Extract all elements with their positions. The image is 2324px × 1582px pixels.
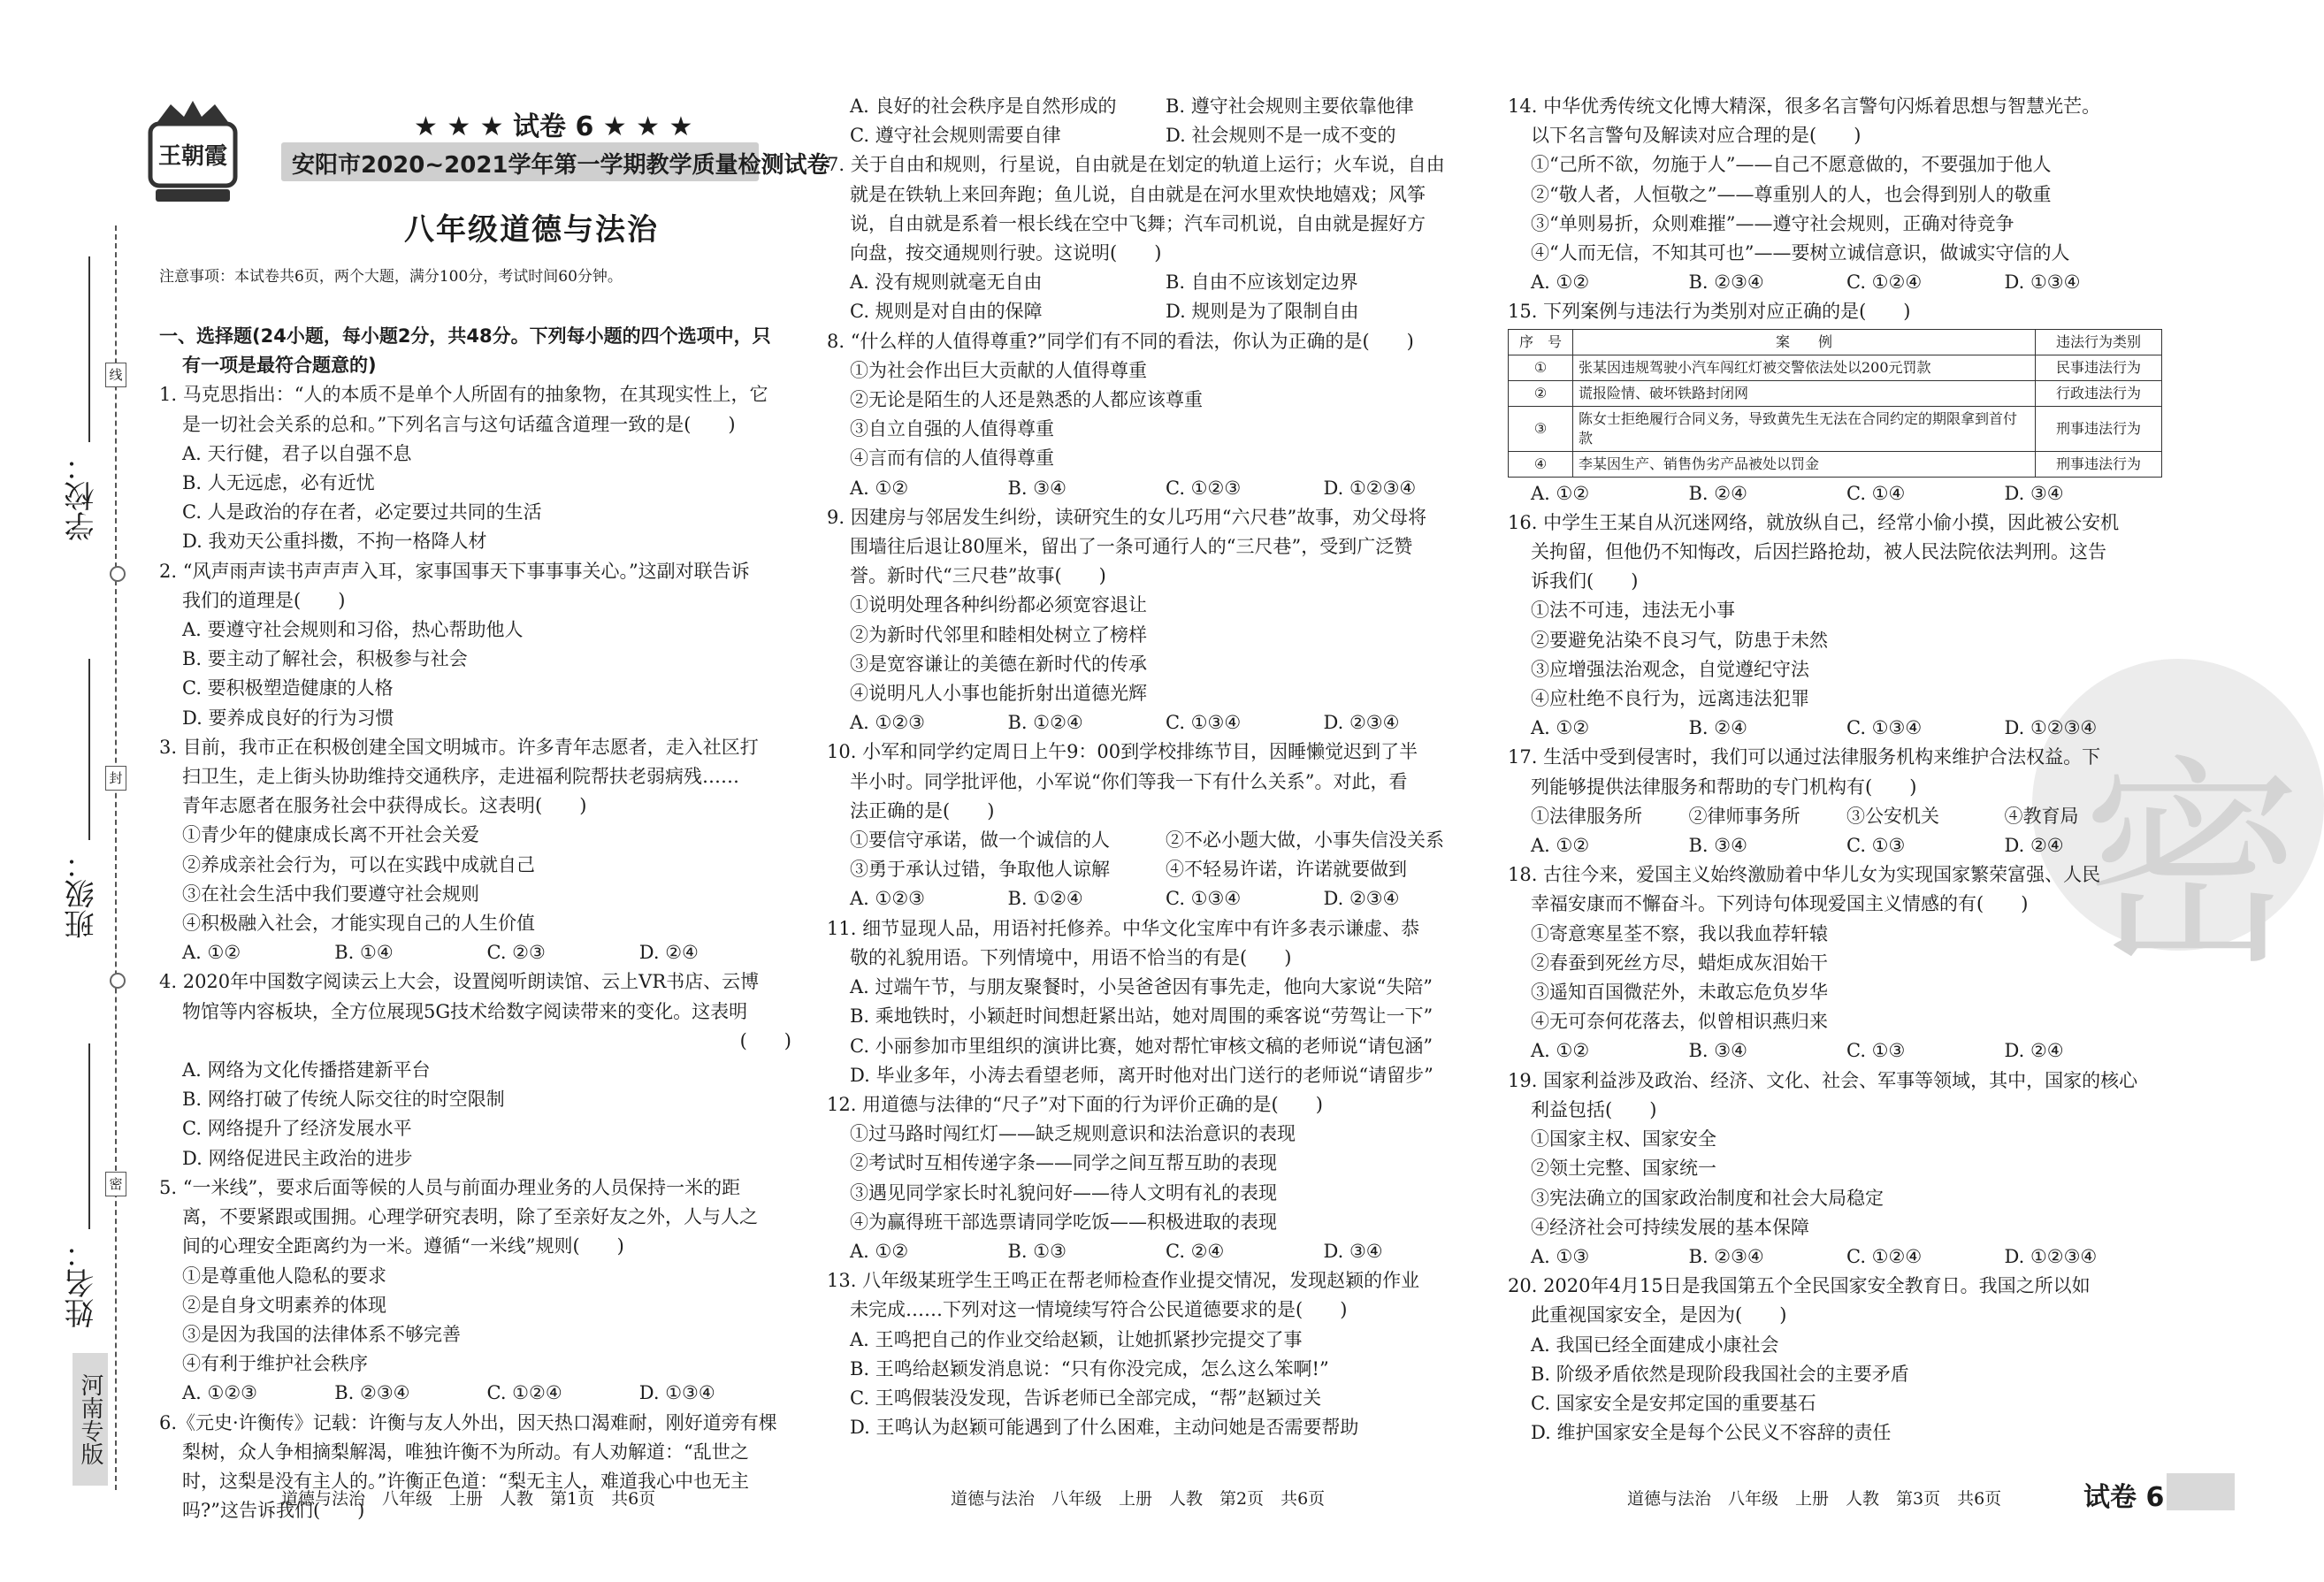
text-line: A. 过端午节，与朋友聚餐时，小吴爸爸因有事先走，他向大家说“失陪” bbox=[850, 976, 1433, 998]
answer-option[interactable]: B. ②④ bbox=[1688, 482, 1747, 504]
question-stem: 19. 国家利益涉及政治、经济、文化、社会、军事等领域，其中，国家的核心 bbox=[1508, 1069, 2138, 1091]
question-stem: 17. 生活中受到侵害时，我们可以通过法律服务机构来维护合法权益。下 bbox=[1508, 746, 2101, 768]
text-line: C. 要积极塑造健康的人格 bbox=[182, 677, 394, 699]
case-table bbox=[1508, 329, 2162, 478]
publisher-logo bbox=[140, 97, 246, 212]
answer-option[interactable]: A. ①② bbox=[1531, 482, 1590, 504]
school-field[interactable] bbox=[88, 256, 90, 442]
text-line: ③是宽容谦让的美德在新时代的传承 bbox=[850, 653, 1147, 675]
answer-option[interactable]: D. ①②③④ bbox=[2004, 1245, 2098, 1267]
text-line: ③遥知百国微茫外，未敢忘危负岁华 bbox=[1531, 982, 1828, 1004]
answer-option[interactable]: B. ②③④ bbox=[1688, 1245, 1764, 1267]
text-line: 扫卫生，走上街头协助维持交通秩序，走进福利院帮扶老弱病残…… bbox=[182, 766, 739, 788]
text-line: ④积极融入社会，才能实现自己的人生价值 bbox=[182, 913, 535, 935]
answer-option[interactable]: B. ①③ bbox=[1007, 1240, 1066, 1262]
text-line: ③自立自强的人值得尊重 bbox=[850, 418, 1054, 440]
text-line: B. 人无远虑，必有近忧 bbox=[182, 472, 375, 494]
answer-option[interactable]: D. 社会规则不是一成不变的 bbox=[1166, 125, 1396, 147]
text-line: A. 网络为文化传播搭建新平台 bbox=[182, 1059, 431, 1081]
column-page-2 bbox=[827, 92, 1481, 1442]
text-line: 间的心理安全距离约为一米。遵循“一米线”规则( ) bbox=[182, 1235, 624, 1257]
text-line: C. 国家安全是安邦定国的重要基石 bbox=[1531, 1392, 1816, 1414]
binding-hole bbox=[110, 973, 126, 989]
answer-option[interactable]: D. ②④ bbox=[638, 942, 699, 964]
text-line: ②养成亲社会行为，可以在实践中成就自己 bbox=[182, 853, 535, 875]
answer-option[interactable]: A. ①②③ bbox=[850, 712, 925, 734]
text-line: D. 毕业多年，小涛去看望老师，离开时他对出门送行的老师说“请留步” bbox=[850, 1064, 1433, 1086]
table-header-row bbox=[1509, 329, 2162, 355]
answer-option[interactable]: D. ①②③④ bbox=[1323, 477, 1417, 499]
answer-option[interactable]: B. ③④ bbox=[1688, 1040, 1747, 1062]
answer-option[interactable]: B. ③④ bbox=[1688, 835, 1747, 857]
answer-option[interactable]: C. ①③④ bbox=[1166, 712, 1242, 734]
text-line: ①青少年的健康成长离不开社会关爱 bbox=[182, 824, 479, 846]
question-stem: 11. 细节显现人品，用语衬托修养。中华文化宝库中有许多表示谦虚、恭 bbox=[827, 917, 1420, 939]
class-label: 班级： bbox=[65, 849, 100, 939]
answer-option[interactable]: A. ①② bbox=[182, 942, 241, 964]
text-line: ①说明处理各种纠纷都必须宽容退让 bbox=[850, 594, 1147, 616]
binding-hole bbox=[110, 566, 126, 582]
page-footer-2: 道德与法治 八年级 上册 人教 第2页 共6页 bbox=[951, 1489, 1326, 1509]
school-label: 学校： bbox=[65, 451, 100, 541]
text-line: ③在社会生活中我们要遵守社会规则 bbox=[182, 883, 479, 905]
answer-options bbox=[827, 92, 1481, 121]
answer-option[interactable]: B. ①④ bbox=[334, 942, 394, 964]
text-line: ③遇见同学家长时礼貌问好——待人文明有礼的表现 bbox=[850, 1181, 1277, 1204]
answer-options bbox=[159, 938, 791, 967]
table-header: 违法行为类别 bbox=[2036, 329, 2162, 355]
text-line: ①国家主权、国家安全 bbox=[1531, 1128, 1716, 1150]
text-line: 未完成……下列对这一情境续写符合公民道德要求的是( ) bbox=[850, 1299, 1348, 1321]
text-line: ①法不可违，违法无小事 bbox=[1531, 600, 1735, 622]
answer-option[interactable]: B. ②③④ bbox=[1688, 271, 1764, 294]
text-line: ④“人而无信，不知其可也”——要树立诚信意识，做诚实守信的人 bbox=[1531, 242, 2070, 264]
table-cell: 陈女士拒绝履行合同义务，导致黄先生无法在合同约定的期限拿到首付款 bbox=[1573, 406, 2036, 451]
page-footer-3: 道德与法治 八年级 上册 人教 第3页 共6页 bbox=[1627, 1489, 2002, 1509]
answer-option[interactable]: ④教育局 bbox=[2004, 805, 2079, 827]
text-line: A. 天行健，君子以自强不息 bbox=[182, 442, 412, 464]
answer-option[interactable]: C. ①③ bbox=[1846, 835, 1906, 857]
text-line: 梨树，众人争相摘梨解渴，唯独许衡不为所动。有人劝解道：“乱世之 bbox=[182, 1441, 749, 1463]
answer-option[interactable]: C. ①②④ bbox=[1846, 1245, 1923, 1267]
answer-options bbox=[1508, 479, 2162, 508]
text-line: ②无论是陌生的人还是熟悉的人都应该尊重 bbox=[850, 389, 1203, 411]
question-stem: 15. 下列案例与违法行为类别对应正确的是( ) bbox=[1508, 301, 1911, 323]
table-row bbox=[1509, 406, 2162, 451]
answer-option[interactable]: C. ②③ bbox=[486, 942, 546, 964]
question-stem: 6.《元史·许衡传》记载：许衡与友人外出，因天热口渴难耐，刚好道旁有棵 bbox=[159, 1411, 777, 1433]
question-stem: 8. “什么样的人值得尊重?”同学们有不同的看法，你认为正确的是( ) bbox=[827, 330, 1414, 352]
section-heading: 有一项是最符合题意的) bbox=[182, 355, 377, 377]
table-cell: 行政违法行为 bbox=[2036, 380, 2162, 406]
text-line: 关拘留，但他仍不知悔改，后因拦路抢劫，被人民法院依法判刑。这告 bbox=[1531, 541, 2106, 563]
text-line: ②考试时互相传递字条——同学之间互帮互助的表现 bbox=[850, 1152, 1277, 1174]
text-line: 青年志愿者在服务社会中获得成长。这表明( ) bbox=[182, 795, 587, 817]
text-line: ②“敬人者，人恒敬之”——尊重别人的人，也会得到别人的敬重 bbox=[1531, 183, 2052, 205]
text-line: 此重视国家安全，是因为( ) bbox=[1531, 1304, 1787, 1326]
text-line: ①过马路时闯红灯——缺乏规则意识和法治意识的表现 bbox=[850, 1123, 1296, 1145]
question-stem: 3. 目前，我市正在积极创建全国文明城市。许多青年志愿者，走入社区打 bbox=[159, 736, 759, 758]
badge-bar bbox=[2167, 1473, 2235, 1510]
text-line: A. 要遵守社会规则和习俗，热心帮助他人 bbox=[182, 619, 524, 641]
question-stem: 2. “风声雨声读书声声声入耳，家事国事天下事事事关心。”这副对联告诉 bbox=[159, 560, 750, 582]
answer-option[interactable]: A. ①② bbox=[1531, 835, 1590, 857]
name-field[interactable] bbox=[88, 1043, 90, 1229]
answer-options bbox=[827, 474, 1481, 503]
question-stem: 10. 小军和同学约定周日上午9：00到学校排练节目，因睡懒觉迟到了半 bbox=[827, 741, 1418, 763]
question-stem: 20. 2020年4月15日是我国第五个全民国家安全教育日。我国之所以如 bbox=[1508, 1275, 2091, 1297]
text-line: ②为新时代邻里和睦相处树立了榜样 bbox=[850, 623, 1147, 646]
text-line: 以下名言警句及解读对应合理的是( ) bbox=[1531, 125, 1861, 147]
text-line: ①是尊重他人隐私的要求 bbox=[182, 1265, 386, 1287]
page-footer-1: 道德与法治 八年级 上册 人教 第1页 共6页 bbox=[281, 1489, 656, 1509]
table-row bbox=[1509, 451, 2162, 477]
table-header: 案 例 bbox=[1573, 329, 2036, 355]
table-row bbox=[1509, 380, 2162, 406]
text-line: 就是在铁轨上来回奔跑；鱼儿说，自由就是在河水里欢快地嬉戏；风筝 bbox=[850, 183, 1426, 205]
question-stem: 7. 关于自由和规则，行星说，自由就是在划定的轨道上运行；火车说，自由 bbox=[827, 154, 1445, 176]
table-row bbox=[1509, 355, 2162, 380]
question-stem: 12. 用道德与法律的“尺子”对下面的行为评价正确的是( ) bbox=[827, 1093, 1323, 1115]
answer-option[interactable]: A. ①③ bbox=[1531, 1245, 1590, 1267]
column-page-3 bbox=[1508, 92, 2162, 1448]
answer-option[interactable]: D. ②④ bbox=[2004, 1040, 2064, 1062]
answer-option[interactable]: C. ①③④ bbox=[1166, 888, 1242, 910]
text-line: C. 人是政治的存在者，必定要过共同的生活 bbox=[182, 501, 542, 524]
text-line: 诉我们( ) bbox=[1531, 570, 1639, 592]
text-line: ④有利于维护社会秩序 bbox=[182, 1353, 368, 1375]
answer-option[interactable]: A. ①②③ bbox=[182, 1382, 257, 1404]
text-line: C. 王鸣假装没发现，告诉老师已全部完成，“帮”赵颖过关 bbox=[850, 1387, 1322, 1409]
paper-series: ★ ★ ★ 试卷 6 ★ ★ ★ bbox=[414, 111, 693, 142]
text-line: 围墙往后退让80厘米，留出了一条可通行人的“三尺巷”，受到广泛赞 bbox=[850, 536, 1413, 558]
column-page-1 bbox=[159, 322, 791, 1525]
table-cell: 谎报险情、破坏铁路封闭网 bbox=[1573, 380, 2036, 406]
answer-options bbox=[1508, 831, 2162, 860]
text-line: B. 网络打破了传统人际交往的时空限制 bbox=[182, 1089, 505, 1111]
subject-title: 八年级道德与法治 bbox=[404, 212, 659, 248]
table-cell: 刑事违法行为 bbox=[2036, 451, 2162, 477]
text-line: ③应增强法治观念，自觉遵纪守法 bbox=[1531, 658, 1809, 680]
text-line: C. 网络提升了经济发展水平 bbox=[182, 1118, 412, 1140]
text-line: B. 要主动了解社会，积极参与社会 bbox=[182, 648, 468, 670]
table-cell: ① bbox=[1509, 355, 1573, 380]
answer-options bbox=[827, 855, 1481, 884]
table-cell: ② bbox=[1509, 380, 1573, 406]
table-cell: 刑事违法行为 bbox=[2036, 406, 2162, 451]
answer-option[interactable]: D. 规则是为了限制自由 bbox=[1166, 301, 1359, 323]
text-line: 敬的礼貌用语。下列情境中，用语不恰当的有是( ) bbox=[850, 946, 1292, 968]
answer-option[interactable]: B. ③④ bbox=[1007, 477, 1066, 499]
secret-stamp: 密 bbox=[2032, 659, 2324, 951]
answer-options bbox=[1508, 268, 2162, 297]
answer-option[interactable]: C. ①③ bbox=[1846, 1040, 1906, 1062]
table-cell: 民事违法行为 bbox=[2036, 355, 2162, 380]
answer-option[interactable]: C. ①③④ bbox=[1846, 717, 1923, 739]
answer-option[interactable]: ②律师事务所 bbox=[1688, 805, 1800, 827]
text-line: ③是因为我国的法律体系不够完善 bbox=[182, 1323, 461, 1345]
text-line: 时，这梨是没有主人的。”许衡正色道：“梨无主人，难道我心中也无主 bbox=[182, 1470, 749, 1492]
answer-option[interactable]: B. 遵守社会规则主要依靠他律 bbox=[1166, 96, 1414, 117]
text-line: ( ) bbox=[739, 1029, 791, 1051]
text-line: 幸福安康而不懈奋斗。下列诗句体现爱国主义情感的有( ) bbox=[1531, 893, 2029, 915]
text-line: 利益包括( ) bbox=[1531, 1098, 1657, 1120]
answer-option[interactable]: A. ①②③ bbox=[850, 888, 925, 910]
text-line: ①为社会作出巨大贡献的人值得尊重 bbox=[850, 359, 1147, 381]
text-line: ④言而有信的人值得尊重 bbox=[850, 447, 1054, 470]
cut-line bbox=[115, 225, 117, 1490]
text-line: A. 王鸣把自己的作业交给赵颖，让她抓紧抄完提交了事 bbox=[850, 1328, 1303, 1350]
answer-option[interactable]: D. ①③④ bbox=[2004, 271, 2081, 294]
answer-options bbox=[827, 1237, 1481, 1266]
answer-option[interactable]: C. ①②④ bbox=[1846, 271, 1923, 294]
question-stem: 4. 2020年中国数字阅读云上大会，设置阅听朗读馆、云上VR书店、云博 bbox=[159, 971, 760, 993]
section-heading: 一、选择题(24小题，每小题2分，共48分。下列每小题的四个选项中，只 bbox=[159, 325, 771, 347]
answer-option[interactable]: C. ①②③ bbox=[1166, 477, 1242, 499]
answer-option[interactable]: A. ①② bbox=[850, 1240, 909, 1262]
text-line: 说，自由就是系着一根长线在空中飞舞；汽车司机说，自由就是握好方 bbox=[850, 212, 1426, 234]
table-cell: 张某因违规驾驶小汽车闯红灯被交警依法处以200元罚款 bbox=[1573, 355, 2036, 380]
text-line: ③宪法确立的国家政治制度和社会大局稳定 bbox=[1531, 1187, 1884, 1209]
table-header: 序 号 bbox=[1509, 329, 1573, 355]
answer-options bbox=[827, 121, 1481, 150]
text-line: A. 我国已经全面建成小康社会 bbox=[1531, 1334, 1779, 1356]
text-line: B. 乘地铁时，小颖赶时间想赶紧出站，她对周围的乘客说“劳驾让一下” bbox=[850, 1005, 1433, 1028]
answer-option[interactable]: C. ①④ bbox=[1846, 482, 1906, 504]
text-line: ④说明凡人小事也能折射出道德光辉 bbox=[850, 683, 1147, 705]
answer-option[interactable]: A. 没有规则就毫无自由 bbox=[850, 271, 1043, 294]
text-line: D. 网络促进民主政治的进步 bbox=[182, 1147, 413, 1169]
answer-option[interactable]: B. ①②④ bbox=[1007, 712, 1083, 734]
answer-option[interactable]: A. ①② bbox=[850, 477, 909, 499]
answer-option[interactable]: D. ①②③④ bbox=[2004, 717, 2098, 739]
exam-notice: 注意事项：本试卷共6页，两个大题，满分100分，考试时间60分钟。 bbox=[159, 268, 623, 286]
paper-badge: 试卷 6 bbox=[2083, 1482, 2165, 1513]
question-stem: 14. 中华优秀传统文化博大精深，很多名言警句闪烁着思想与智慧光芒。 bbox=[1508, 96, 2101, 117]
table-cell: ③ bbox=[1509, 406, 1573, 451]
answer-options bbox=[827, 884, 1481, 913]
cut-mark-seal: 封 bbox=[105, 766, 126, 791]
svg-text:王朝霞: 王朝霞 bbox=[157, 143, 228, 170]
text-line: ③“单则易折，众则难摧”——遵守社会规则，正确对待竞争 bbox=[1531, 212, 2014, 234]
answer-option[interactable]: ③勇于承认过错，争取他人谅解 bbox=[850, 859, 1110, 881]
answer-option[interactable]: ②不必小题大做，小事失信没关系 bbox=[1166, 829, 1444, 852]
answer-option[interactable]: D. ①③④ bbox=[638, 1382, 715, 1404]
answer-option[interactable]: ③公安机关 bbox=[1846, 805, 1939, 827]
question-stem: 18. 古往今来，爱国主义始终激励着中华儿女为实现国家繁荣富强、人民 bbox=[1508, 864, 2101, 886]
answer-option[interactable]: D. ③④ bbox=[2004, 482, 2064, 504]
text-line: ②是自身文明素养的体现 bbox=[182, 1294, 386, 1316]
text-line: 誉。新时代“三尺巷”故事( ) bbox=[850, 565, 1106, 587]
answer-options bbox=[827, 708, 1481, 738]
question-stem: 1. 马克思指出：“人的本质不是单个人所固有的抽象物，在其现实性上，它 bbox=[159, 384, 768, 406]
answer-option[interactable]: C. 遵守社会规则需要自律 bbox=[850, 125, 1061, 147]
answer-option[interactable]: D. ②③④ bbox=[1323, 712, 1400, 734]
text-line: ④应杜绝不良行为，远离违法犯罪 bbox=[1531, 688, 1809, 710]
answer-option[interactable]: ①要信守承诺，做一个诚信的人 bbox=[850, 829, 1110, 852]
class-field[interactable] bbox=[88, 659, 90, 840]
table-cell: 李某因生产、销售伪劣产品被处以罚金 bbox=[1573, 451, 2036, 477]
answer-option[interactable]: C. 规则是对自由的保障 bbox=[850, 301, 1043, 323]
answer-options bbox=[159, 1379, 791, 1408]
answer-option[interactable]: A. ①② bbox=[1531, 271, 1590, 294]
text-line: ②春蚕到死丝方尽，蜡炬成灰泪始干 bbox=[1531, 951, 1828, 974]
text-line: D. 王鸣认为赵颖可能遇到了什么困难，主动问她是否需要帮助 bbox=[850, 1417, 1359, 1439]
text-line: B. 阶级矛盾依然是现阶段我国社会的主要矛盾 bbox=[1531, 1363, 1909, 1385]
answer-option[interactable]: D. ②④ bbox=[2004, 835, 2064, 857]
answer-option[interactable]: C. ①②④ bbox=[486, 1382, 562, 1404]
answer-options bbox=[1508, 802, 2162, 831]
answer-options bbox=[1508, 714, 2162, 743]
text-line: C. 小丽参加市里组织的演讲比赛，她对帮忙审核文稿的老师说“请包涵” bbox=[850, 1035, 1433, 1057]
answer-option[interactable]: D. ②③④ bbox=[1323, 888, 1400, 910]
question-stem: 13. 八年级某班学生王鸣正在帮老师检查作业提交情况，发现赵颖的作业 bbox=[827, 1270, 1420, 1292]
text-line: 向盘，按交通规则行驶。这说明( ) bbox=[850, 242, 1162, 264]
text-line: ④为赢得班干部选票请同学吃饭——积极进取的表现 bbox=[850, 1211, 1277, 1233]
answer-option[interactable]: A. 良好的社会秩序是自然形成的 bbox=[850, 96, 1117, 117]
text-line: D. 我劝天公重抖擞，不拘一格降人材 bbox=[182, 531, 487, 553]
answer-options bbox=[827, 268, 1481, 297]
text-line: ④无可奈何花落去，似曾相识燕归来 bbox=[1531, 1011, 1828, 1033]
text-line: ②要避免沾染不良习气，防患于未然 bbox=[1531, 629, 1828, 651]
text-line: 半小时。同学批评他，小军说“你们等我一下有什么关系”。对此，看 bbox=[850, 770, 1408, 792]
answer-option[interactable]: D. ③④ bbox=[1323, 1240, 1383, 1262]
answer-option[interactable]: A. ①② bbox=[1531, 717, 1590, 739]
text-line: 吗?”这告诉我们( ) bbox=[182, 1500, 365, 1522]
text-line: 物馆等内容板块，全方位展现5G技术给数字阅读带来的变化。这表明 bbox=[182, 1000, 748, 1022]
region-edition-label: 河南专版 bbox=[73, 1353, 108, 1486]
cut-mark-line: 线 bbox=[105, 363, 126, 387]
text-line: ④经济社会可持续发展的基本保障 bbox=[1531, 1216, 1809, 1238]
answer-options bbox=[827, 826, 1481, 855]
answer-option[interactable]: B. ②④ bbox=[1688, 717, 1747, 739]
text-line: B. 王鸣给赵颖发消息说：“只有你没完成，怎么这么笨啊!” bbox=[850, 1357, 1329, 1379]
answer-options bbox=[1508, 1036, 2162, 1066]
answer-option[interactable]: B. ①②④ bbox=[1007, 888, 1083, 910]
question-stem: 9. 因建房与邻居发生纠纷，读研究生的女儿巧用“六尺巷”故事，劝父母将 bbox=[827, 506, 1427, 528]
text-line: D. 要养成良好的行为习惯 bbox=[182, 707, 394, 729]
exam-title: 安阳市2020~2021学年第一学期教学质量检测试卷 bbox=[292, 152, 830, 179]
name-label: 姓名： bbox=[65, 1238, 100, 1328]
text-line: ②领土完整、国家统一 bbox=[1531, 1158, 1716, 1180]
text-line: D. 维护国家安全是每个公民义不容辞的责任 bbox=[1531, 1422, 1892, 1444]
question-stem: 5. “一米线”，要求后面等候的人员与前面办理业务的人员保持一米的距 bbox=[159, 1176, 741, 1198]
answer-option[interactable]: ④不轻易许诺，许诺就要做到 bbox=[1166, 859, 1407, 881]
answer-options bbox=[1508, 1242, 2162, 1272]
answer-option[interactable]: B. ②③④ bbox=[334, 1382, 410, 1404]
text-line: 我们的道理是( ) bbox=[182, 589, 346, 611]
text-line: 是一切社会关系的总和。”下列名言与这句话蕴含道理一致的是( ) bbox=[182, 413, 736, 435]
question-stem: 16. 中学生王某自从沉迷网络，就放纵自己，经常小偷小摸，因此被公安机 bbox=[1508, 511, 2120, 533]
text-line: ①“己所不欲，勿施于人”——自己不愿意做的，不要强加于他人 bbox=[1531, 154, 2052, 176]
answer-option[interactable]: B. 自由不应该划定边界 bbox=[1166, 271, 1358, 294]
text-line: 离，不要紧跟或围拥。心理学研究表明，除了至亲好友之外，人与人之 bbox=[182, 1206, 758, 1228]
text-line: 法正确的是( ) bbox=[850, 799, 995, 822]
table-cell: ④ bbox=[1509, 451, 1573, 477]
text-line: ①寄意寒星荃不察，我以我血荐轩辕 bbox=[1531, 922, 1828, 944]
answer-option[interactable]: C. ②④ bbox=[1166, 1240, 1225, 1262]
cut-mark-secret: 密 bbox=[105, 1172, 126, 1196]
answer-option[interactable]: ①法律服务所 bbox=[1531, 805, 1642, 827]
answer-option[interactable]: A. ①② bbox=[1531, 1040, 1590, 1062]
text-line: 列能够提供法律服务和帮助的专门机构有( ) bbox=[1531, 776, 1917, 798]
answer-options bbox=[827, 297, 1481, 326]
